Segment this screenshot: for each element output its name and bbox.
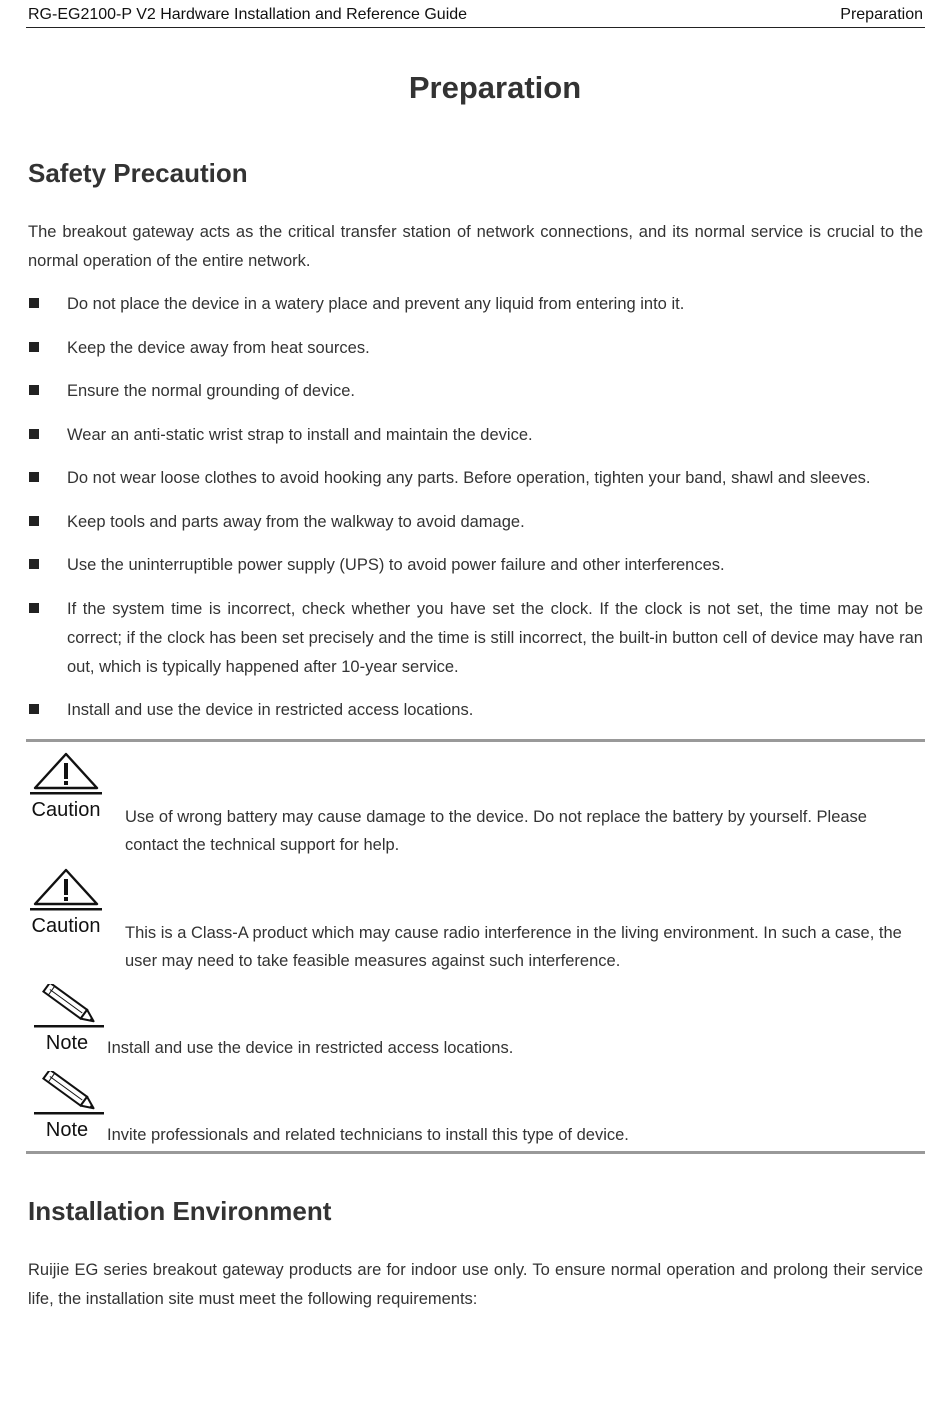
bullet-square-icon (29, 472, 39, 482)
caution-label: Caution (31, 915, 101, 937)
installation-intro: Ruijie EG series breakout gateway products are for indoor use only. To ensure normal operation and prolong their service life, the installation site must meet the following requirements: (28, 1261, 923, 1308)
bullet-square-icon (29, 342, 39, 352)
page-header (26, 5, 925, 28)
note-text: Install and use the device in restricted access locations. (107, 1039, 514, 1057)
bullet-square-icon (29, 559, 39, 569)
section-title-installation: Installation Environment (28, 1196, 332, 1226)
list-item-text: Keep tools and parts away from the walkway to avoid damage. (67, 513, 525, 531)
section-title-safety: Safety Precaution (28, 158, 248, 188)
chapter-title: Preparation (408, 70, 582, 105)
note-text: Invite professionals and related technicians to install this type of device. (107, 1126, 629, 1144)
note-notice-icon (33, 1071, 111, 1141)
list-item-text: Install and use the device in restricted access locations. (67, 701, 474, 719)
warning-triangle-icon (28, 751, 104, 797)
list-item-text: Wear an anti-static wrist strap to install and maintain the device. (67, 426, 533, 444)
notice-top-divider (26, 739, 925, 742)
safety-intro: The breakout gateway acts as the critical transfer station of network connections, and its normal service is crucial to the normal operation of the entire network. (28, 223, 923, 270)
list-item-text: Do not wear loose clothes to avoid hooking any parts. Before operation, tighten your band, shawl and sleeves. (67, 469, 871, 487)
warning-triangle-icon (28, 867, 104, 913)
header-chapter: Preparation (840, 6, 923, 23)
notice-bottom-divider (26, 1151, 925, 1154)
caution-notice-icon (28, 751, 106, 821)
bullet-square-icon (29, 429, 39, 439)
list-item-text: Keep the device away from heat sources. (67, 339, 370, 357)
list-item-text: If the system time is incorrect, check whether you have set the clock. If the clock is not set, the time may not be correct; if the clock has been set precisely and the time is still incorrect, the built-in button cell of device may have ran out, which is typically happened after 10-year service. (67, 600, 923, 676)
caution-text: Use of wrong battery may cause damage to the device. Do not replace the battery by yourself. Please contact the technical support for help. (125, 808, 867, 854)
bullet-square-icon (29, 385, 39, 395)
note-label: Note (45, 1119, 89, 1141)
caution-label: Caution (31, 799, 101, 821)
bullet-square-icon (29, 516, 39, 526)
bullet-square-icon (29, 603, 39, 613)
note-label: Note (45, 1032, 89, 1054)
note-notice-icon (33, 984, 111, 1054)
pencil-icon (33, 1071, 105, 1115)
caution-notice-icon (28, 867, 106, 937)
bullet-square-icon (29, 704, 39, 714)
bullet-square-icon (29, 298, 39, 308)
list-item-text: Use the uninterruptible power supply (UPS) to avoid power failure and other interferences. (67, 556, 725, 574)
pencil-icon (33, 984, 105, 1028)
header-doc-title: RG-EG2100-P V2 Hardware Installation and Reference Guide (28, 6, 468, 23)
list-item-text: Do not place the device in a watery place and prevent any liquid from entering into it. (67, 295, 685, 313)
caution-text: This is a Class-A product which may cause radio interference in the living environment. In such a case, the user may need to take feasible measures against such interference. (125, 924, 902, 970)
list-item-text: Ensure the normal grounding of device. (67, 382, 356, 400)
